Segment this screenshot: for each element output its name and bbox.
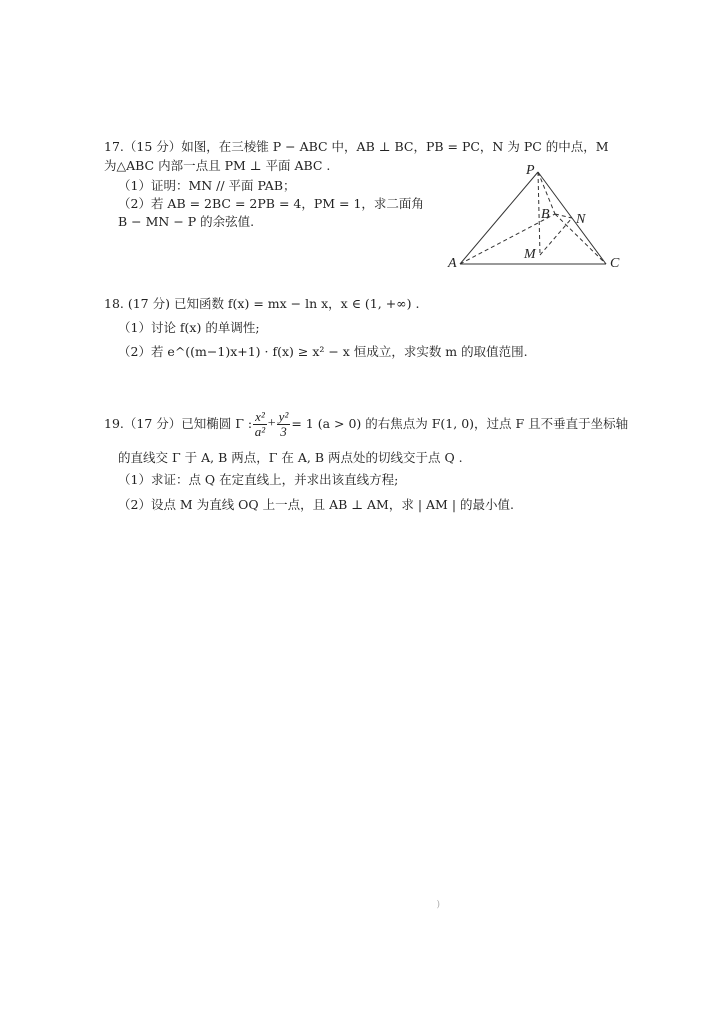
q19-frac2-num: y² — [278, 408, 289, 424]
q19-frac2-den: 3 — [280, 423, 287, 439]
q17-part2b: B − MN − P 的余弦值. — [118, 214, 255, 229]
q19-part1: （1）求证：点 Q 在定直线上，并求出该直线方程; — [118, 472, 399, 487]
segment-mn — [540, 218, 572, 255]
label-c: C — [610, 256, 620, 271]
q19-line2: 的直线交 Γ 于 A, B 两点，Γ 在 A, B 两点处的切线交于点 Q . — [118, 450, 463, 465]
q19-frac1-num: x² — [255, 408, 265, 424]
q19-frac1-den: a² — [254, 423, 266, 439]
q17-line2: 为△ABC 内部一点且 PM ⊥ 平面 ABC . — [104, 158, 331, 173]
q18-line1: 18. (17 分) 已知函数 f(x) = mx − ln x，x ∈ (1, +∞) . — [104, 296, 420, 311]
segment-pm — [538, 172, 540, 255]
q19-suffix: = 1 (a > 0) 的右焦点为 F(1, 0)，过点 F 且不垂直于坐标轴 — [291, 416, 629, 431]
label-b: B — [541, 207, 550, 222]
label-m: M — [524, 247, 536, 262]
footer-text: ) — [436, 900, 440, 910]
q19-part2: （2）设点 M 为直线 OQ 上一点，且 AB ⊥ AM，求 | AM | 的最小值. — [118, 497, 514, 512]
q19-prefix: 19.（17 分）已知椭圆 Γ : — [104, 416, 253, 431]
q19-plus: + — [267, 416, 276, 431]
q17-line1: 17.（15 分）如图，在三棱锥 P − ABC 中，AB ⊥ BC，PB = PC，N 为 PC 的中点，M — [104, 139, 609, 154]
q19-fraction-y — [277, 410, 291, 439]
q19-line1 — [104, 407, 628, 441]
label-n: N — [576, 212, 586, 227]
label-a: A — [448, 256, 457, 271]
q17-part1: （1）证明：MN // 平面 PAB； — [118, 178, 296, 193]
q18-part2: （2）若 e^((m−1)x+1) · f(x) ≥ x² − x 恒成立，求实数 m 的取值范围. — [118, 344, 528, 359]
q19-fraction-x — [253, 410, 267, 439]
label-p: P — [526, 163, 535, 178]
page-footer — [210, 900, 440, 918]
q18-part1: （1）讨论 f(x) 的单调性; — [118, 320, 260, 335]
tetrahedron-figure — [440, 160, 630, 272]
q17-part2a: （2）若 AB = 2BC = 2PB = 4，PM = 1，求二面角 — [118, 196, 424, 211]
